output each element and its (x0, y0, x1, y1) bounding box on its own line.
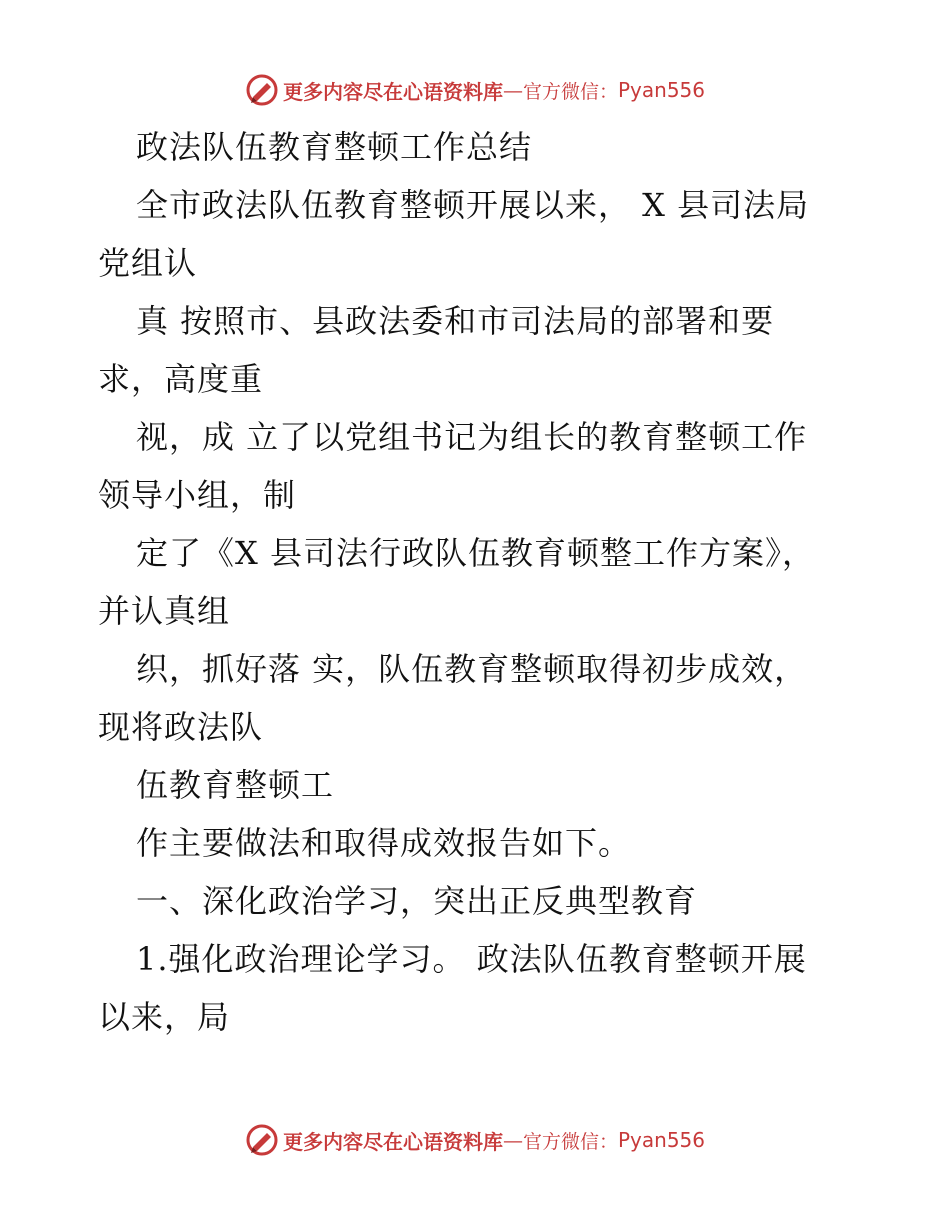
text-line: 现将政法队 (98, 708, 264, 746)
banner-dash: — (502, 1128, 523, 1152)
footer-watermark (0, 1120, 950, 1160)
banner-wechat-id: Pyan556 (618, 78, 706, 102)
text-line: 视，成 立了以党组书记为组长的教育整顿工作 (136, 418, 808, 456)
banner-wechat-label: 官方微信： (522, 1130, 618, 1153)
text-line: 作主要做法和取得成效报告如下。 (136, 824, 632, 862)
banner-main-text: 更多内容尽在心语资料库 (282, 1129, 503, 1154)
text-line: 党组认 (98, 244, 198, 282)
text-line: 织，抓好落 实，队伍教育整顿取得初步成效， (136, 650, 808, 688)
banner-dash: — (502, 78, 523, 102)
text-line: 并认真组 (98, 592, 231, 630)
text-line: 全市政法队伍教育整顿开展以来， X 县司法局 (136, 186, 810, 224)
doc-title: 政法队伍教育整顿工作总结 (136, 128, 533, 166)
text-line: 定了《X 县司法行政队伍教育顿整工作方案》， (136, 534, 815, 572)
document-body (98, 118, 858, 1046)
text-line: 领导小组，制 (98, 476, 297, 514)
header-watermark (0, 70, 950, 110)
banner-wechat-label: 官方微信： (522, 80, 618, 103)
text-line: 真 按照市、县政法委和市司法局的部署和要 (136, 302, 775, 340)
banner-main-text: 更多内容尽在心语资料库 (282, 79, 503, 104)
banner-wechat-id: Pyan556 (618, 1128, 706, 1152)
text-line: 伍教育整顿工 (136, 766, 335, 804)
text-line: 以来，局 (98, 998, 231, 1036)
pen-logo-icon (245, 73, 279, 107)
pen-logo-icon (245, 1123, 279, 1157)
section-heading: 一、深化政治学习，突出正反典型教育 (136, 882, 698, 920)
text-line: 1.强化政治理论学习。 政法队伍教育整顿开展 (136, 940, 807, 978)
text-line: 求，高度重 (98, 360, 264, 398)
